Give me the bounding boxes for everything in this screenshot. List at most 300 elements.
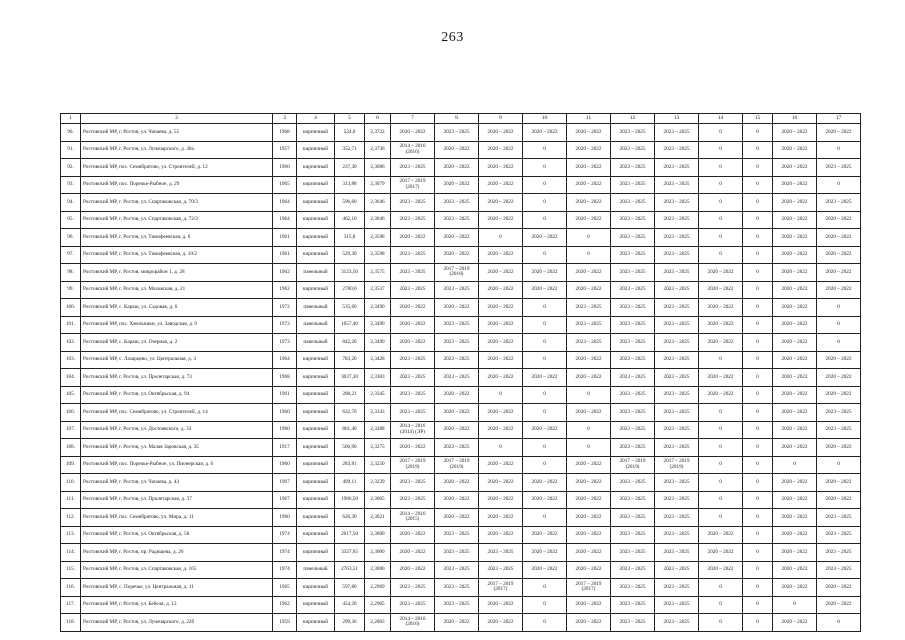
repair-period-cell: 0 [523, 386, 567, 404]
repair-period-cell: 2020 – 2022 [479, 404, 523, 422]
table-row [61, 579, 861, 597]
index-cell: 2,3000 [365, 526, 391, 544]
repair-period-cell: 2023 – 2025 [655, 474, 699, 492]
wall-material-cell: кирпичный [297, 246, 335, 264]
index-cell: 2,3490 [365, 334, 391, 352]
year-built-cell: 1968 [273, 124, 297, 142]
repair-period-cell: 2020 – 2022 [773, 369, 817, 387]
repair-period-cell: 0 [743, 561, 773, 579]
repair-period-cell: 2023 – 2025 [611, 579, 655, 597]
repair-period-cell: 0 [523, 316, 567, 334]
column-number-header: 5 [335, 114, 365, 124]
repair-period-cell: 0 [523, 596, 567, 614]
repair-period-cell: 2020 – 2022 [773, 141, 817, 159]
row-number-cell: 98. [61, 264, 81, 282]
repair-period-cell: 2020 – 2022 [479, 491, 523, 509]
wall-material-cell: кирпичный [297, 596, 335, 614]
repair-period-cell: 2023 – 2025 [655, 544, 699, 562]
repair-period-cell: 0 [699, 596, 743, 614]
repair-period-cell: 2020 – 2022 [773, 211, 817, 229]
repair-period-cell: 2020 – 2022 [567, 264, 611, 282]
repair-period-cell: 2023 – 2025 [655, 509, 699, 527]
wall-material-cell: кирпичный [297, 526, 335, 544]
repair-period-cell: 2020 – 2022 [567, 351, 611, 369]
area-cell: 3037,30 [335, 369, 365, 387]
column-number-header: 8 [435, 114, 479, 124]
column-number-header: 14 [699, 114, 743, 124]
year-built-cell: 1972 [273, 299, 297, 317]
repair-period-cell: 2023 – 2025 [567, 334, 611, 352]
wall-material-cell: кирпичный [297, 124, 335, 142]
repair-period-cell: 2020 – 2022 [699, 334, 743, 352]
repair-period-cell: 2023 – 2025 [391, 404, 435, 422]
repair-period-cell: 0 [567, 386, 611, 404]
row-number-cell: 108. [61, 439, 81, 457]
repair-period-cell: 0 [743, 439, 773, 457]
year-built-cell: 1973 [273, 334, 297, 352]
wall-material-cell: кирпичный [297, 509, 335, 527]
table-row [61, 334, 861, 352]
repair-period-cell: 2020 – 2022 [391, 544, 435, 562]
index-cell: 2,2905 [365, 596, 391, 614]
repair-period-cell: 0 [699, 579, 743, 597]
repair-period-cell: 2020 – 2022 [435, 246, 479, 264]
row-number-cell: 106. [61, 404, 81, 422]
repair-period-cell: 2020 – 2022 [773, 176, 817, 194]
repair-period-cell: 2023 – 2025 [435, 526, 479, 544]
repair-period-cell: 2020 – 2022 [479, 369, 523, 387]
year-built-cell: 1960 [273, 159, 297, 177]
area-cell: 597,80 [335, 579, 365, 597]
repair-period-cell: 2023 – 2025 [611, 526, 655, 544]
repair-period-cell: 2023 – 2025 [391, 596, 435, 614]
repair-period-cell: 2023 – 2025 [435, 596, 479, 614]
year-built-cell: 1961 [273, 246, 297, 264]
repair-period-cell: 2020 – 2022 [435, 491, 479, 509]
repair-period-cell: 2020 – 2022 [523, 474, 567, 492]
table-row [61, 456, 861, 474]
repair-period-cell: 2023 – 2025 [391, 246, 435, 264]
repair-period-cell: 2020 – 2022 [435, 474, 479, 492]
repair-period-cell: 2023 – 2025 [611, 561, 655, 579]
repair-period-cell: 2020 – 2022 [523, 421, 567, 439]
repair-period-cell: 2023 – 2025 [435, 544, 479, 562]
repair-period-cell: 0 [817, 316, 861, 334]
repair-period-cell: 2020 – 2022 [479, 176, 523, 194]
area-cell: 861,40 [335, 421, 365, 439]
column-number-header: 16 [773, 114, 817, 124]
repair-period-cell: 2020 – 2022 [817, 124, 861, 142]
area-cell: 632,70 [335, 404, 365, 422]
repair-period-cell: 2023 – 2025 [435, 439, 479, 457]
table-row [61, 439, 861, 457]
repair-period-cell: 2023 – 2025 [611, 474, 655, 492]
repair-period-cell: 2020 – 2022 [479, 194, 523, 212]
area-cell: 3337,65 [335, 544, 365, 562]
repair-period-cell: 2020 – 2022 [773, 544, 817, 562]
area-cell: 454,20 [335, 596, 365, 614]
year-built-cell: 1964 [273, 351, 297, 369]
repair-period-cell: 2020 – 2022 [817, 229, 861, 247]
repair-period-cell: 2020 – 2022 [567, 526, 611, 544]
repair-period-cell: 0 [743, 421, 773, 439]
repair-period-cell: 2020 – 2022 [479, 159, 523, 177]
repair-period-cell: 2023 – 2025 [655, 579, 699, 597]
row-number-cell: 101. [61, 316, 81, 334]
index-cell: 2,3722 [365, 124, 391, 142]
row-number-cell: 93. [61, 176, 81, 194]
repair-period-cell: 0 [699, 509, 743, 527]
area-cell: 283,81 [335, 456, 365, 474]
index-cell: 2,3239 [365, 474, 391, 492]
row-number-cell: 118. [61, 614, 81, 632]
index-cell: 2,3065 [365, 491, 391, 509]
column-number-header: 9 [479, 114, 523, 124]
row-number-cell: 112. [61, 509, 81, 527]
repair-period-cell: 2023 – 2025 [567, 299, 611, 317]
repair-period-cell: 2023 – 2025 [391, 264, 435, 282]
repair-period-cell: 0 [699, 159, 743, 177]
repair-period-cell: 2020 – 2022 [699, 526, 743, 544]
repair-period-cell: 0 [743, 526, 773, 544]
wall-material-cell: кирпичный [297, 211, 335, 229]
column-number-header: 2 [81, 114, 273, 124]
repair-period-cell: 2023 – 2025 [435, 316, 479, 334]
year-built-cell: 1974 [273, 544, 297, 562]
repair-period-cell: 2020 – 2022 [699, 544, 743, 562]
table-row [61, 194, 861, 212]
index-cell: 2,3598 [365, 229, 391, 247]
repair-period-cell: 2023 – 2025 [611, 369, 655, 387]
repair-period-cell: 2020 – 2022 [817, 211, 861, 229]
row-number-cell: 100. [61, 299, 81, 317]
repair-period-cell: 2023 – 2025 [655, 596, 699, 614]
repair-period-cell: 2023 – 2025 [391, 351, 435, 369]
wall-material-cell: кирпичный [297, 176, 335, 194]
area-cell: 499,11 [335, 474, 365, 492]
year-built-cell: 1959 [273, 614, 297, 632]
repair-period-cell: 2023 – 2025 [655, 211, 699, 229]
repair-period-cell: 2020 – 2022 [817, 386, 861, 404]
repair-period-cell: 2017 – 2019 (2019) [435, 456, 479, 474]
wall-material-cell: кирпичный [297, 194, 335, 212]
repair-period-cell: 0 [523, 159, 567, 177]
repair-period-cell: 2023 – 2025 [391, 491, 435, 509]
row-number-cell: 109. [61, 456, 81, 474]
repair-period-cell: 2020 – 2022 [567, 509, 611, 527]
repair-period-cell: 2023 – 2025 [655, 176, 699, 194]
repair-period-cell: 0 [743, 159, 773, 177]
year-built-cell: 1917 [273, 439, 297, 457]
repair-period-cell: 2020 – 2022 [773, 299, 817, 317]
row-number-cell: 94. [61, 194, 81, 212]
address-cell: Ростовский МР, г. Ростов, ул. Октябрьская, д. 94 [81, 386, 273, 404]
table-row [61, 491, 861, 509]
repair-period-cell: 2023 – 2025 [479, 544, 523, 562]
repair-period-cell: 2020 – 2022 [773, 561, 817, 579]
repair-period-cell: 2020 – 2022 [773, 159, 817, 177]
row-number-cell: 113. [61, 526, 81, 544]
repair-period-cell: 0 [523, 509, 567, 527]
repair-period-cell: 2023 – 2025 [611, 596, 655, 614]
repair-period-cell: 2020 – 2022 [567, 281, 611, 299]
repair-period-cell: 0 [743, 141, 773, 159]
wall-material-cell: панельный [297, 561, 335, 579]
repair-period-cell: 2020 – 2022 [435, 614, 479, 632]
repair-period-cell: 0 [743, 299, 773, 317]
repair-period-cell: 0 [699, 456, 743, 474]
address-cell: Ростовский МР, пос. Поречье-Рыбное, ул. Пионерская, д. 6 [81, 456, 273, 474]
address-cell: Ростовский МР, г. Ростов, ул. Бебеля, д. 12 [81, 596, 273, 614]
repair-period-cell: 2020 – 2022 [479, 264, 523, 282]
area-cell: 3123,50 [335, 264, 365, 282]
area-cell: 2780,0 [335, 281, 365, 299]
repair-period-cell: 2020 – 2022 [773, 579, 817, 597]
repair-period-cell: 2020 – 2022 [567, 474, 611, 492]
table-row [61, 509, 861, 527]
row-number-cell: 95. [61, 211, 81, 229]
repair-period-cell: 0 [743, 246, 773, 264]
repair-period-cell: 2023 – 2025 [817, 421, 861, 439]
repair-period-cell: 2020 – 2022 [479, 526, 523, 544]
repair-period-cell: 2023 – 2025 [655, 159, 699, 177]
repair-period-cell: 2023 – 2025 [655, 141, 699, 159]
repair-period-cell: 2023 – 2025 [391, 159, 435, 177]
wall-material-cell: панельный [297, 264, 335, 282]
address-cell: Ростовский МР, с. Поречье, ул. Центральная, д. 11 [81, 579, 273, 597]
table-row [61, 281, 861, 299]
row-number-cell: 99. [61, 281, 81, 299]
row-number-cell: 110. [61, 474, 81, 492]
repair-period-cell: 2020 – 2022 [699, 561, 743, 579]
repair-period-cell: 2017 – 2019 (2019) [655, 456, 699, 474]
table-row [61, 124, 861, 142]
area-cell: 783,20 [335, 351, 365, 369]
repair-period-cell: 0 [523, 334, 567, 352]
repair-period-cell: 0 [523, 246, 567, 264]
repair-period-cell: 2020 – 2022 [523, 491, 567, 509]
table-row [61, 159, 861, 177]
repair-period-cell: 2020 – 2022 [567, 614, 611, 632]
repair-period-cell: 2020 – 2022 [435, 509, 479, 527]
repair-period-cell: 0 [743, 229, 773, 247]
repair-period-cell: 2017 – 2019 (2017) [391, 176, 435, 194]
wall-material-cell: кирпичный [297, 579, 335, 597]
repair-period-cell: 2017 – 2019 (2017) [479, 579, 523, 597]
repair-period-cell: 0 [699, 351, 743, 369]
repair-period-cell: 2020 – 2022 [567, 404, 611, 422]
table-row [61, 596, 861, 614]
repair-period-cell: 0 [817, 299, 861, 317]
row-number-cell: 91. [61, 141, 81, 159]
row-number-cell: 104. [61, 369, 81, 387]
table-row [61, 351, 861, 369]
year-built-cell: 1965 [273, 176, 297, 194]
repair-period-cell: 2020 – 2022 [435, 421, 479, 439]
year-built-cell: 1960 [273, 509, 297, 527]
repair-period-cell: 0 [523, 456, 567, 474]
repair-period-cell: 2020 – 2022 [523, 124, 567, 142]
repair-period-cell: 2023 – 2025 [655, 614, 699, 632]
index-cell: 2,3021 [365, 509, 391, 527]
repair-period-cell: 2020 – 2022 [773, 229, 817, 247]
address-cell: Ростовский МР, г. Ростов, ул. Октябрьская, д. 58 [81, 526, 273, 544]
column-number-header: 11 [567, 114, 611, 124]
year-built-cell: 1973 [273, 316, 297, 334]
year-built-cell: 1962 [273, 281, 297, 299]
repair-period-cell: 0 [817, 614, 861, 632]
table-row [61, 316, 861, 334]
repair-period-cell: 0 [479, 439, 523, 457]
repair-period-cell: 0 [743, 404, 773, 422]
index-cell: 2,3598 [365, 246, 391, 264]
table-row [61, 229, 861, 247]
repair-period-cell: 2023 – 2025 [611, 404, 655, 422]
index-cell: 2,3646 [365, 211, 391, 229]
index-cell: 2,3383 [365, 369, 391, 387]
repair-period-cell: 2023 – 2025 [817, 194, 861, 212]
repair-period-cell: 2020 – 2022 [391, 316, 435, 334]
repair-period-cell: 0 [523, 176, 567, 194]
repair-period-cell: 0 [523, 614, 567, 632]
repair-period-cell: 2023 – 2025 [611, 439, 655, 457]
repair-period-cell: 2023 – 2025 [435, 281, 479, 299]
repair-period-cell: 2020 – 2022 [567, 561, 611, 579]
year-built-cell: 1961 [273, 386, 297, 404]
repair-period-cell: 0 [743, 579, 773, 597]
row-number-cell: 92. [61, 159, 81, 177]
index-cell: 2,3343 [365, 404, 391, 422]
repair-period-cell: 2023 – 2025 [611, 491, 655, 509]
repair-period-cell: 2020 – 2022 [391, 229, 435, 247]
wall-material-cell: кирпичный [297, 421, 335, 439]
index-cell: 2,3537 [365, 281, 391, 299]
repair-period-cell: 2020 – 2022 [479, 456, 523, 474]
repair-period-cell: 2020 – 2022 [773, 526, 817, 544]
table-row [61, 386, 861, 404]
repair-period-cell: 2023 – 2025 [611, 229, 655, 247]
repair-period-cell: 2020 – 2022 [435, 141, 479, 159]
table-row [61, 264, 861, 282]
table-row [61, 421, 861, 439]
area-cell: 529,30 [335, 246, 365, 264]
repair-period-cell: 2023 – 2025 [435, 561, 479, 579]
repair-period-cell: 0 [817, 141, 861, 159]
table-row [61, 299, 861, 317]
repair-period-cell: 2020 – 2022 [567, 491, 611, 509]
repair-period-cell: 2020 – 2022 [479, 509, 523, 527]
repair-period-cell: 2020 – 2022 [391, 334, 435, 352]
repair-period-cell: 0 [743, 614, 773, 632]
address-cell: Ростовский МР, пос. Хмельники, ул. Заводская, д. 9 [81, 316, 273, 334]
area-cell: 2763,51 [335, 561, 365, 579]
repair-period-cell: 2023 – 2025 [611, 544, 655, 562]
repair-period-cell: 0 [743, 264, 773, 282]
repair-period-cell: 0 [699, 246, 743, 264]
table-row [61, 404, 861, 422]
repair-period-cell: 0 [699, 124, 743, 142]
repair-period-cell: 0 [743, 211, 773, 229]
table-row [61, 369, 861, 387]
repair-period-cell: 2023 – 2025 [817, 544, 861, 562]
repair-period-cell: 0 [699, 404, 743, 422]
year-built-cell: 1962 [273, 264, 297, 282]
repair-period-cell: 2023 – 2025 [611, 316, 655, 334]
repair-period-cell: 2023 – 2025 [391, 386, 435, 404]
repair-period-cell: 2020 – 2022 [479, 246, 523, 264]
repair-period-cell: 2023 – 2025 [655, 491, 699, 509]
repair-period-cell: 2023 – 2025 [611, 141, 655, 159]
repair-period-cell: 2023 – 2025 [391, 474, 435, 492]
repair-period-cell: 0 [743, 194, 773, 212]
repair-period-cell: 2020 – 2022 [479, 299, 523, 317]
repair-period-cell: 2020 – 2022 [435, 229, 479, 247]
repair-period-cell: 0 [523, 351, 567, 369]
repair-period-cell: 2020 – 2022 [773, 334, 817, 352]
repair-period-cell: 2023 – 2025 [817, 159, 861, 177]
table-body [61, 124, 861, 632]
repair-period-cell: 2020 – 2022 [773, 264, 817, 282]
repair-period-cell: 2020 – 2022 [817, 596, 861, 614]
address-cell: Ростовский МР, г. Ростов, ул. Луначарского, д. 30а [81, 141, 273, 159]
repair-period-cell: 2023 – 2025 [435, 194, 479, 212]
repair-period-cell: 2017 – 2019 (2019) [611, 456, 655, 474]
repair-period-cell: 2023 – 2025 [655, 264, 699, 282]
repair-period-cell: 2020 – 2022 [567, 211, 611, 229]
repair-period-cell: 2023 – 2025 [391, 281, 435, 299]
repair-period-cell: 2020 – 2022 [523, 264, 567, 282]
repair-period-cell: 2014 – 2016 (2015) [391, 509, 435, 527]
repair-period-cell: 2020 – 2022 [567, 124, 611, 142]
year-built-cell: 1962 [273, 596, 297, 614]
table-row [61, 211, 861, 229]
wall-material-cell: кирпичный [297, 491, 335, 509]
repair-period-cell: 2023 – 2025 [655, 526, 699, 544]
repair-period-cell: 0 [699, 229, 743, 247]
repair-period-cell: 2020 – 2022 [773, 351, 817, 369]
repair-period-cell: 2020 – 2022 [773, 404, 817, 422]
repair-period-cell: 2023 – 2025 [655, 421, 699, 439]
wall-material-cell: кирпичный [297, 439, 335, 457]
repair-period-cell: 2020 – 2022 [523, 369, 567, 387]
wall-material-cell: кирпичный [297, 544, 335, 562]
repair-period-cell: 2020 – 2022 [773, 316, 817, 334]
repair-period-cell: 2023 – 2025 [435, 334, 479, 352]
year-built-cell: 1960 [273, 456, 297, 474]
repair-period-cell: 2020 – 2022 [773, 246, 817, 264]
row-number-cell: 107. [61, 421, 81, 439]
area-cell: 535,60 [335, 299, 365, 317]
repair-period-cell: 2023 – 2025 [391, 579, 435, 597]
repair-period-cell: 2020 – 2022 [567, 194, 611, 212]
repair-period-cell: 0 [523, 579, 567, 597]
repair-period-cell: 0 [567, 439, 611, 457]
table-row [61, 614, 861, 632]
area-cell: 313,88 [335, 176, 365, 194]
repair-period-cell: 0 [743, 386, 773, 404]
index-cell: 2,2969 [365, 579, 391, 597]
repair-period-cell: 2023 – 2025 [655, 124, 699, 142]
repair-period-cell: 0 [699, 141, 743, 159]
repair-period-cell: 2014 – 2016 (2016) [391, 614, 435, 632]
repair-period-cell: 2020 – 2022 [699, 316, 743, 334]
repair-period-cell: 2023 – 2025 [655, 316, 699, 334]
repair-period-cell: 2020 – 2022 [391, 439, 435, 457]
repair-period-cell: 2020 – 2022 [773, 194, 817, 212]
repair-period-cell: 2020 – 2022 [567, 596, 611, 614]
repair-period-cell: 0 [743, 596, 773, 614]
repair-period-cell: 2020 – 2022 [567, 159, 611, 177]
